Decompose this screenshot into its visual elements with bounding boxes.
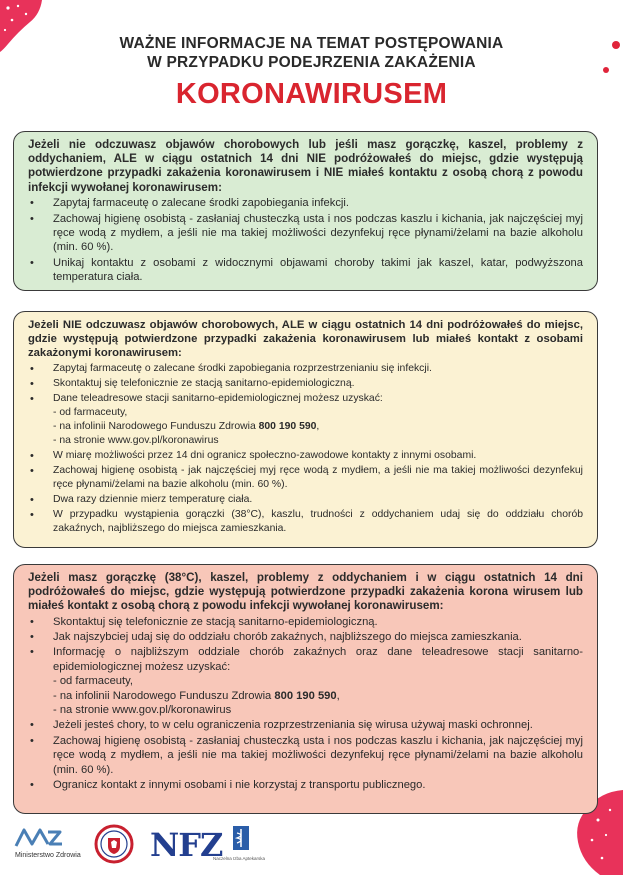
list-item: • Zachowaj higienę osobistą - jak najczęściej myj ręce wodą z mydłem, a jeśli nie ma takiej możliwości dezynfekuj ręce płynami/żelami na bazie alkoholu (min. 60 %). bbox=[28, 464, 583, 492]
footer-logos bbox=[0, 820, 623, 875]
box-intro: Jeżeli masz gorączkę (38°C), kaszel, problemy z oddychaniem i w ciągu ostatnich 14 dni podróżowałeś do miejsc, gdzie występują potwierdzone przypadki zakażenia korona wirusem lub miałeś kontakt z osobą chorą z powodu infekcji wywołanej koronawirusem: bbox=[28, 571, 583, 613]
sub-item: - od farmaceuty, bbox=[53, 675, 133, 688]
ministry-of-health-logo bbox=[14, 824, 64, 850]
info-box-symptoms-and-contact bbox=[13, 564, 598, 814]
list-item bbox=[28, 392, 583, 448]
list-item: • Zachowaj higienę osobistą - zasłaniaj chusteczką usta i nos podczas kaszlu i kichania, jak najczęściej myj ręce wodą z mydłem, a jeśli nie ma takiej możliwości dezynfekuj ręce płynami/żelami na bazie alkoholu (min. 60 %). bbox=[28, 734, 583, 777]
sub-item-website: - na stronie www.gov.pl/koronawirus bbox=[53, 704, 232, 717]
info-box-no-risk bbox=[13, 131, 598, 291]
sub-item-hotline bbox=[53, 689, 583, 703]
list-item: • Zapytaj farmaceutę o zalecane środki zapobiegania infekcji. bbox=[28, 196, 583, 210]
list-item-text: Dane teleadresowe stacji sanitarno-epidemiologicznej możesz uzyskać: bbox=[53, 392, 383, 404]
list-item: • Zapytaj farmaceutę o zalecane środki zapobiegania rozprzestrzenianiu się infekcji. bbox=[28, 362, 583, 376]
hotline-label: - na infolinii Narodowego Funduszu Zdrowia bbox=[53, 689, 275, 702]
hotline-number: 800 190 590 bbox=[258, 420, 317, 432]
bullet-list bbox=[28, 196, 583, 284]
hotline-label: - na infolinii Narodowego Funduszu Zdrowia bbox=[53, 420, 259, 432]
sub-item-hotline bbox=[53, 420, 583, 434]
list-item: • Skontaktuj się telefonicznie ze stacją sanitarno-epidemiologiczną. bbox=[28, 615, 583, 629]
ministry-of-health-label: Ministerstwo Zdrowia bbox=[15, 852, 81, 859]
list-item: • Jeżeli jesteś chory, to w celu ograniczenia rozprzestrzeniania się wirusa używaj maski ochronnej. bbox=[28, 718, 583, 732]
bullet-list bbox=[28, 615, 583, 793]
header-title: KORONAWIRUSEM bbox=[175, 78, 448, 110]
hotline-suffix: , bbox=[316, 420, 320, 432]
list-item-text: Informację o najbliższym oddziale chorób zakaźnych oraz dane teleadresowe stacji sanitarno-epidemiologicznej możesz uzyskać: bbox=[53, 646, 583, 673]
list-item: • Jak najszybciej udaj się do oddziału chorób zakaźnych, najbliższego do miejsca zamieszkania. bbox=[28, 630, 583, 644]
list-item: • Dwa razy dziennie mierz temperaturę ciała. bbox=[28, 493, 583, 507]
list-item: • Zachowaj higienę osobistą - zasłaniaj chusteczką usta i nos podczas kaszlu i kichania, jak najczęściej myj ręce wodą z mydłem, a jeśli nie ma takiej możliwości dezynfekuj ręce płynami/żelami na bazie alkoholu (min. 60 %). bbox=[28, 212, 583, 255]
box-intro: Jeżeli nie odczuwasz objawów chorobowych lub jeśli masz gorączkę, kaszel, problemy z oddychaniem, ALE w ciągu ostatnich 14 dni NIE podróżowałeś do miejsc, gdzie występują potwierdzone przypadki zakażenia koronawirusem i NIE miałeś kontaktu z osobą chorą z powodu infekcji wywołanej koronawirusem: bbox=[28, 138, 583, 194]
header-line-1: WAŻNE INFORMACJE NA TEMAT POSTĘPOWANIA bbox=[119, 35, 504, 52]
list-item: • Ogranicz kontakt z innymi osobami i nie korzystaj z transportu publicznego. bbox=[28, 778, 583, 792]
list-item bbox=[28, 645, 583, 717]
bullet-list bbox=[28, 362, 583, 536]
sub-item: - od farmaceuty, bbox=[53, 406, 128, 418]
page-header bbox=[0, 34, 623, 111]
pharmacy-chamber-logo-icon bbox=[230, 824, 252, 854]
hotline-number: 800 190 590 bbox=[274, 689, 337, 702]
box-intro: Jeżeli NIE odczuwasz objawów chorobowych, ALE w ciągu ostatnich 14 dni podróżowałeś do miejsc, gdzie występują potwierdzone przypadki zakażenia koronawirusem lub miałeś kontakt z osobami zakażonymi koronawirusem: bbox=[28, 319, 583, 360]
sanitary-inspection-emblem-icon bbox=[94, 824, 134, 864]
pharmacy-chamber-label: Naczelna Izba Aptekarska bbox=[213, 856, 266, 861]
hotline-suffix: , bbox=[336, 689, 340, 702]
header-line-2: W PRZYPADKU PODEJRZENIA ZAKAŻENIA bbox=[147, 54, 476, 71]
nfz-logo: NFZ bbox=[150, 826, 223, 864]
list-item: • Skontaktuj się telefonicznie ze stacją sanitarno-epidemiologiczną. bbox=[28, 377, 583, 391]
sub-item-website: - na stronie www.gov.pl/koronawirus bbox=[53, 434, 219, 446]
list-item: • W miarę możliwości przez 14 dni ogranicz społeczno-zawodowe kontakty z innymi osobami. bbox=[28, 449, 583, 463]
list-item: • W przypadku wystąpienia gorączki (38°C), kaszlu, trudności z oddychaniem udaj się do oddziału chorób zakaźnych, najbliższego do miejsca zamieszkania. bbox=[28, 508, 583, 536]
list-item: • Unikaj kontaktu z osobami z widocznymi objawami choroby takimi jak kaszel, katar, podwyższona temperatura ciała. bbox=[28, 256, 583, 284]
info-box-contact-no-symptoms bbox=[13, 311, 598, 548]
